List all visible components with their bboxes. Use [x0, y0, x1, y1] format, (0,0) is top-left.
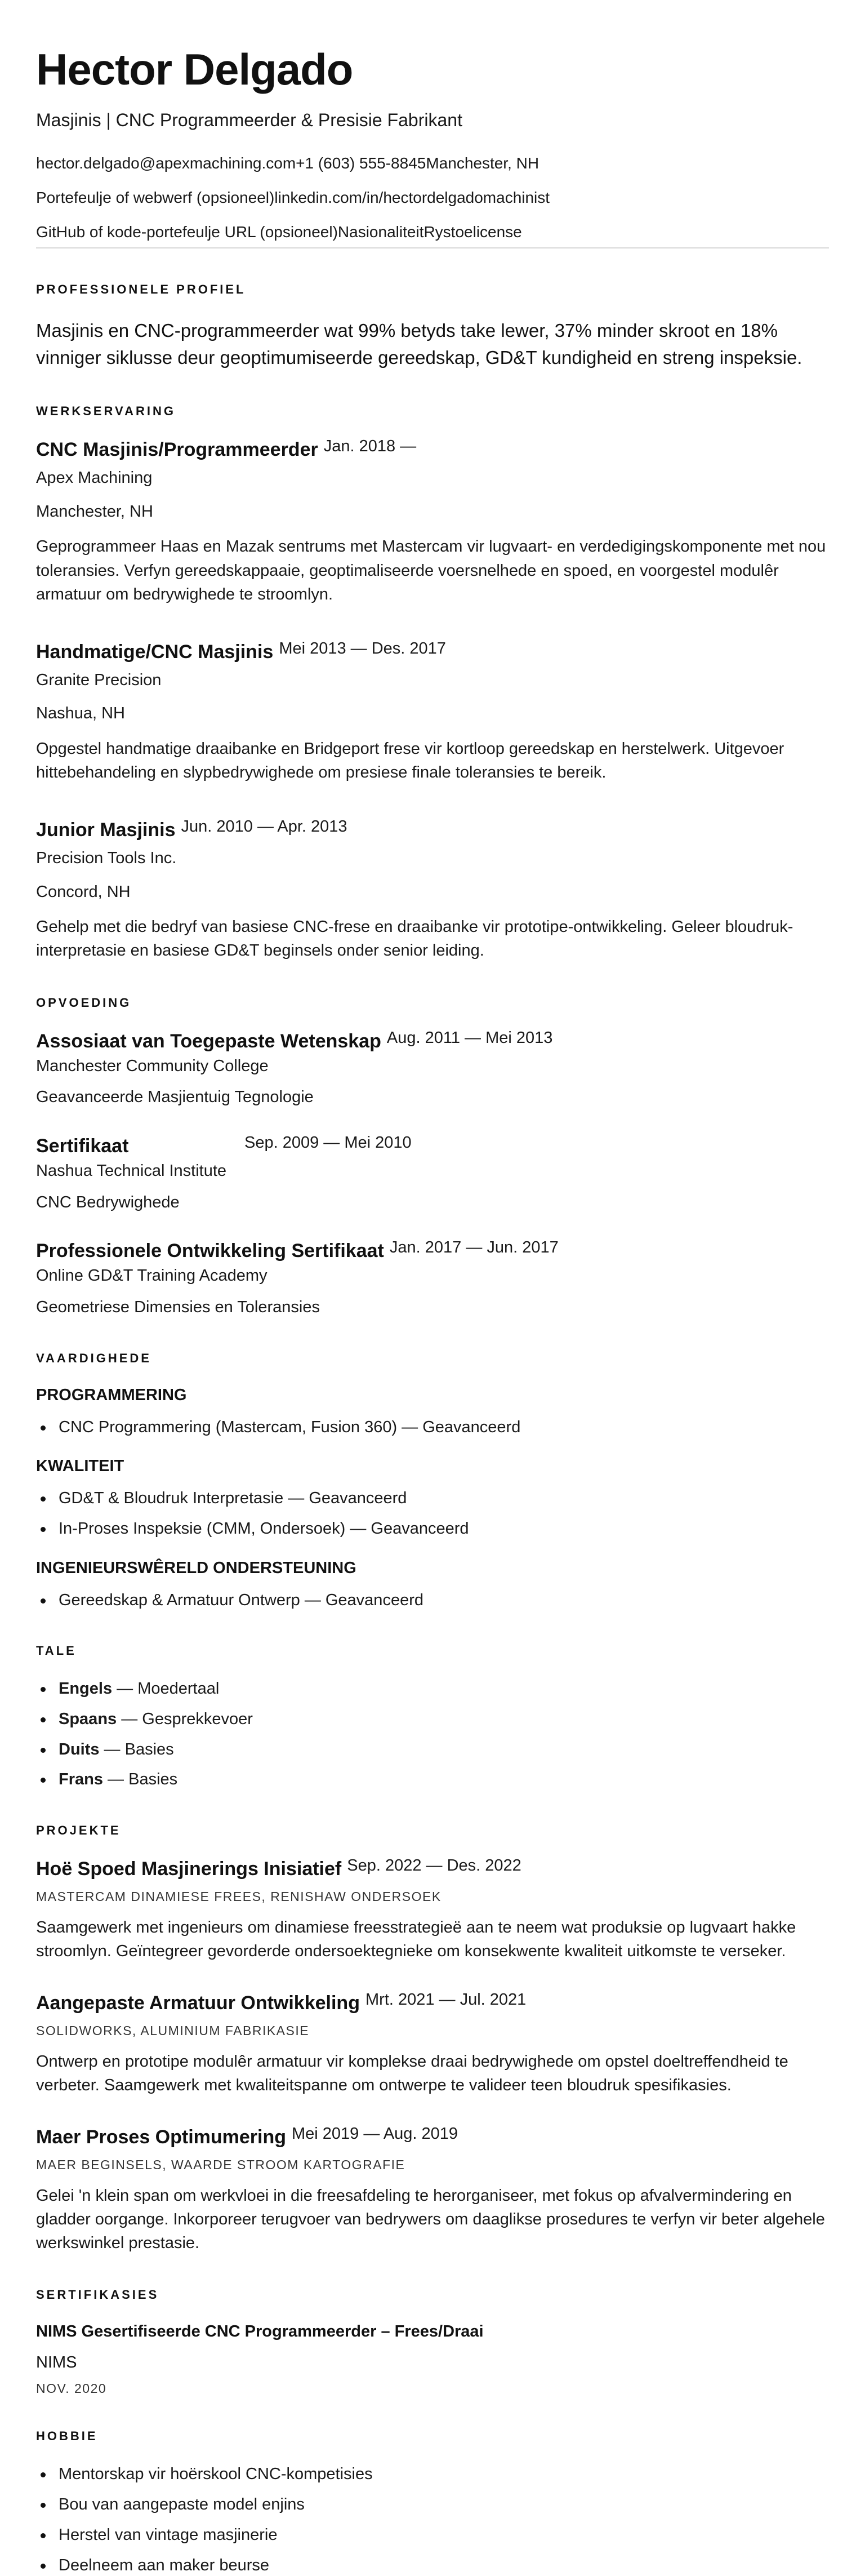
education-dates: Jan. 2017 — Jun. 2017	[389, 1238, 559, 1257]
job-title: Junior Masjinis	[36, 819, 176, 841]
contact-row-1	[36, 153, 829, 173]
linkedin-link[interactable]: linkedin.com/in/hectordelgadomachinist	[274, 189, 550, 207]
section-title: OPVOEDING	[36, 995, 132, 1010]
project-entry	[36, 2126, 829, 2255]
location: Manchester, NH	[426, 154, 539, 172]
profile-summary: Masjinis en CNC-programmeerder wat 99% betyds take lewer, 37% minder skroot en 18% vinniger siklusse deur geoptimumiseerde gereedskap, GD&T kundigheid en streng inspeksie.	[36, 320, 802, 368]
language-list	[36, 1678, 829, 1791]
project-dates: Mei 2019 — Aug. 2019	[292, 2125, 458, 2143]
skill-list	[36, 1590, 829, 1611]
hobby-item: Deelneem aan maker beurse	[36, 2555, 829, 2576]
education-entry	[36, 1135, 829, 1213]
portfolio-link[interactable]: Portefeulje of webwerf (opsioneel)	[36, 189, 275, 207]
job-location: Concord, NH	[36, 882, 131, 901]
education-entry	[36, 1240, 829, 1318]
experience-entry	[36, 641, 829, 784]
skill-category: PROGRAMMERING	[36, 1385, 187, 1404]
certification-issuer: NIMS	[36, 2353, 77, 2372]
hobbies-section	[36, 2429, 829, 2576]
project-description: Ontwerp en prototipe modulêr armatuur vir komplekse draai bedrywighede om opstel doeltreffendheid te verbeter. Saamgewerk met kwaliteitspanne om ontwerpe te valideer teen bloudruk spesifikasies.	[36, 2053, 788, 2095]
project-description: Saamgewerk met ingenieurs om dinamiese freesstrategieë aan te neem wat produksie op lugvaart hakke stroomlyn. Geïntegreer gevorderde ondersoektegnieke om konsekwente kwaliteit uitkomste te verseker.	[36, 1918, 796, 1961]
language-level: — Moedertaal	[112, 1680, 220, 1698]
company-name: Granite Precision	[36, 670, 162, 689]
skill-category: INGENIEURSWÊRELD ONDERSTEUNING	[36, 1558, 356, 1577]
contact-row-2	[36, 188, 829, 207]
company-name: Apex Machining	[36, 469, 153, 487]
language-name: Spaans	[59, 1710, 117, 1729]
languages-section	[36, 1644, 829, 1791]
candidate-headline: Masjinis | CNC Programmeerder & Presisie Fabrikant	[36, 110, 462, 130]
header-divider	[36, 247, 829, 248]
certification-name: NIMS Gesertifiseerde CNC Programmeerder – Frees/Draai	[36, 2322, 484, 2341]
project-tech: SOLIDWORKS, ALUMINIUM FABRIKASIE	[36, 2023, 310, 2038]
job-title: CNC Masjinis/Programmeerder	[36, 439, 318, 461]
job-location: Nashua, NH	[36, 704, 125, 723]
school-name: Online GD&T Training Academy	[36, 1267, 267, 1285]
job-description: Geprogrammeer Haas en Mazak sentrums met Mastercam vir lugvaart- en verdedigingskomponente met nou toleransies. Verfyn gereedskappaaie, geoptimaliseerde voersnelhede en spoed, en voorgestel modulêr armatuur om bedrywighede te stroomlyn.	[36, 538, 826, 603]
project-entry	[36, 1992, 829, 2097]
email-link[interactable]: hector.delgado@apexmachining.com	[36, 154, 296, 172]
language-name: Engels	[59, 1680, 113, 1698]
job-description: Opgestel handmatige draaibanke en Bridgeport frese vir kortloop gereedskap en herstelwerk. Uitgevoer hittebehandeling en slypbedrywighede om presiese finale toleransies te bereik.	[36, 739, 784, 782]
school-name: Nashua Technical Institute	[36, 1161, 227, 1180]
job-location: Manchester, NH	[36, 502, 153, 521]
skill-item: GD&T & Bloudruk Interpretasie — Geavanceerd	[36, 1488, 829, 1509]
degree-title: Sertifikaat	[36, 1135, 129, 1157]
language-level: — Basies	[99, 1740, 174, 1758]
contact-row-3	[36, 222, 829, 242]
skill-item: CNC Programmering (Mastercam, Fusion 360) — Geavanceerd	[36, 1417, 829, 1438]
language-item	[36, 1739, 829, 1761]
education-dates: Aug. 2011 — Mei 2013	[386, 1028, 553, 1047]
school-name: Manchester Community College	[36, 1056, 269, 1075]
language-name: Frans	[59, 1770, 103, 1789]
language-level: — Gesprekkevoer	[117, 1710, 253, 1729]
candidate-name: Hector Delgado	[36, 45, 353, 94]
skill-list	[36, 1417, 829, 1438]
skill-item: Gereedskap & Armatuur Ontwerp — Geavanceerd	[36, 1590, 829, 1611]
job-title: Handmatige/CNC Masjinis	[36, 641, 274, 663]
profile-section	[36, 282, 829, 371]
language-item	[36, 1678, 829, 1700]
nationality: Nasionaliteit	[337, 223, 424, 241]
project-dates: Sep. 2022 — Des. 2022	[347, 1857, 521, 1875]
projects-section	[36, 1823, 829, 2255]
github-link[interactable]: GitHub of kode-portefeulje URL (opsioneel)	[36, 223, 338, 241]
education-section	[36, 996, 829, 1318]
language-level: — Basies	[102, 1770, 178, 1789]
field-of-study: Geometriese Dimensies en Toleransies	[36, 1298, 320, 1316]
skills-section	[36, 1351, 829, 1611]
certifications-section	[36, 2288, 829, 2396]
certification-date: NOV. 2020	[36, 2381, 107, 2396]
project-entry	[36, 1858, 829, 1963]
job-description: Gehelp met die bedryf van basiese CNC-frese en draaibanke vir prototipe-ontwikkeling. Geleer bloudruk-interpretasie en basiese GD&T beginsels onder senior leiding.	[36, 918, 793, 960]
certification-entry	[36, 2322, 829, 2396]
experience-entry	[36, 439, 829, 606]
job-dates: Jan. 2018 —	[323, 437, 417, 456]
hobby-list	[36, 2464, 829, 2576]
skill-group	[36, 1386, 829, 1438]
language-item	[36, 1709, 829, 1730]
skill-group	[36, 1457, 829, 1539]
section-title: SERTIFIKASIES	[36, 2288, 159, 2302]
language-item	[36, 1769, 829, 1791]
hobby-item: Herstel van vintage masjinerie	[36, 2525, 829, 2546]
section-title: HOBBIE	[36, 2429, 98, 2444]
job-dates: Mei 2013 — Des. 2017	[279, 639, 446, 658]
skill-list	[36, 1488, 829, 1539]
section-title: PROJEKTE	[36, 1823, 121, 1838]
skill-category: KWALITEIT	[36, 1457, 124, 1476]
skill-group	[36, 1559, 829, 1611]
project-description: Gelei 'n klein span om werkvloei in die freesafdeling te herorganiseer, met fokus op afvalvermindering en gladder oorgange. Inkorporeer terugvoer van bedrywers om daaglikse prosedures te verfyn vir beter algehele werkswinkel prestasie.	[36, 2187, 825, 2253]
company-name: Precision Tools Inc.	[36, 849, 177, 868]
section-title: PROFESSIONELE PROFIEL	[36, 282, 246, 297]
language-name: Duits	[59, 1740, 100, 1758]
experience-section	[36, 404, 829, 962]
experience-entry	[36, 819, 829, 962]
degree-title: Assosiaat van Toegepaste Wetenskap	[36, 1030, 381, 1052]
section-title: WERKSERVARING	[36, 404, 176, 419]
education-entry	[36, 1028, 829, 1108]
project-name: Maer Proses Optimumering	[36, 2126, 287, 2148]
hobby-item: Mentorskap vir hoërskool CNC-kompetisies	[36, 2464, 829, 2485]
degree-title: Professionele Ontwikkeling Sertifikaat	[36, 1240, 384, 1262]
section-title: VAARDIGHEDE	[36, 1351, 151, 1365]
hobby-item: Bou van aangepaste model enjins	[36, 2494, 829, 2516]
project-tech: MASTERCAM DINAMIESE FREES, RENISHAW ONDERSOEK	[36, 1889, 442, 1904]
resume-header	[36, 47, 829, 248]
field-of-study: Geavanceerde Masjientuig Tegnologie	[36, 1088, 314, 1107]
drivers-license: Rystoelicense	[423, 223, 522, 241]
education-dates: Sep. 2009 — Mei 2010	[244, 1133, 412, 1152]
field-of-study: CNC Bedrywighede	[36, 1193, 180, 1211]
phone-number[interactable]: +1 (603) 555-8845	[296, 154, 426, 172]
project-tech: MAER BEGINSELS, WAARDE STROOM KARTOGRAFIE	[36, 2157, 405, 2173]
section-title: TALE	[36, 1644, 77, 1658]
job-dates: Jun. 2010 — Apr. 2013	[181, 818, 347, 836]
project-name: Aangepaste Armatuur Ontwikkeling	[36, 1992, 360, 2014]
project-dates: Mrt. 2021 — Jul. 2021	[365, 1991, 527, 2009]
skill-item: In-Proses Inspeksie (CMM, Ondersoek) — Geavanceerd	[36, 1518, 829, 1540]
project-name: Hoë Spoed Masjinerings Inisiatief	[36, 1858, 342, 1880]
